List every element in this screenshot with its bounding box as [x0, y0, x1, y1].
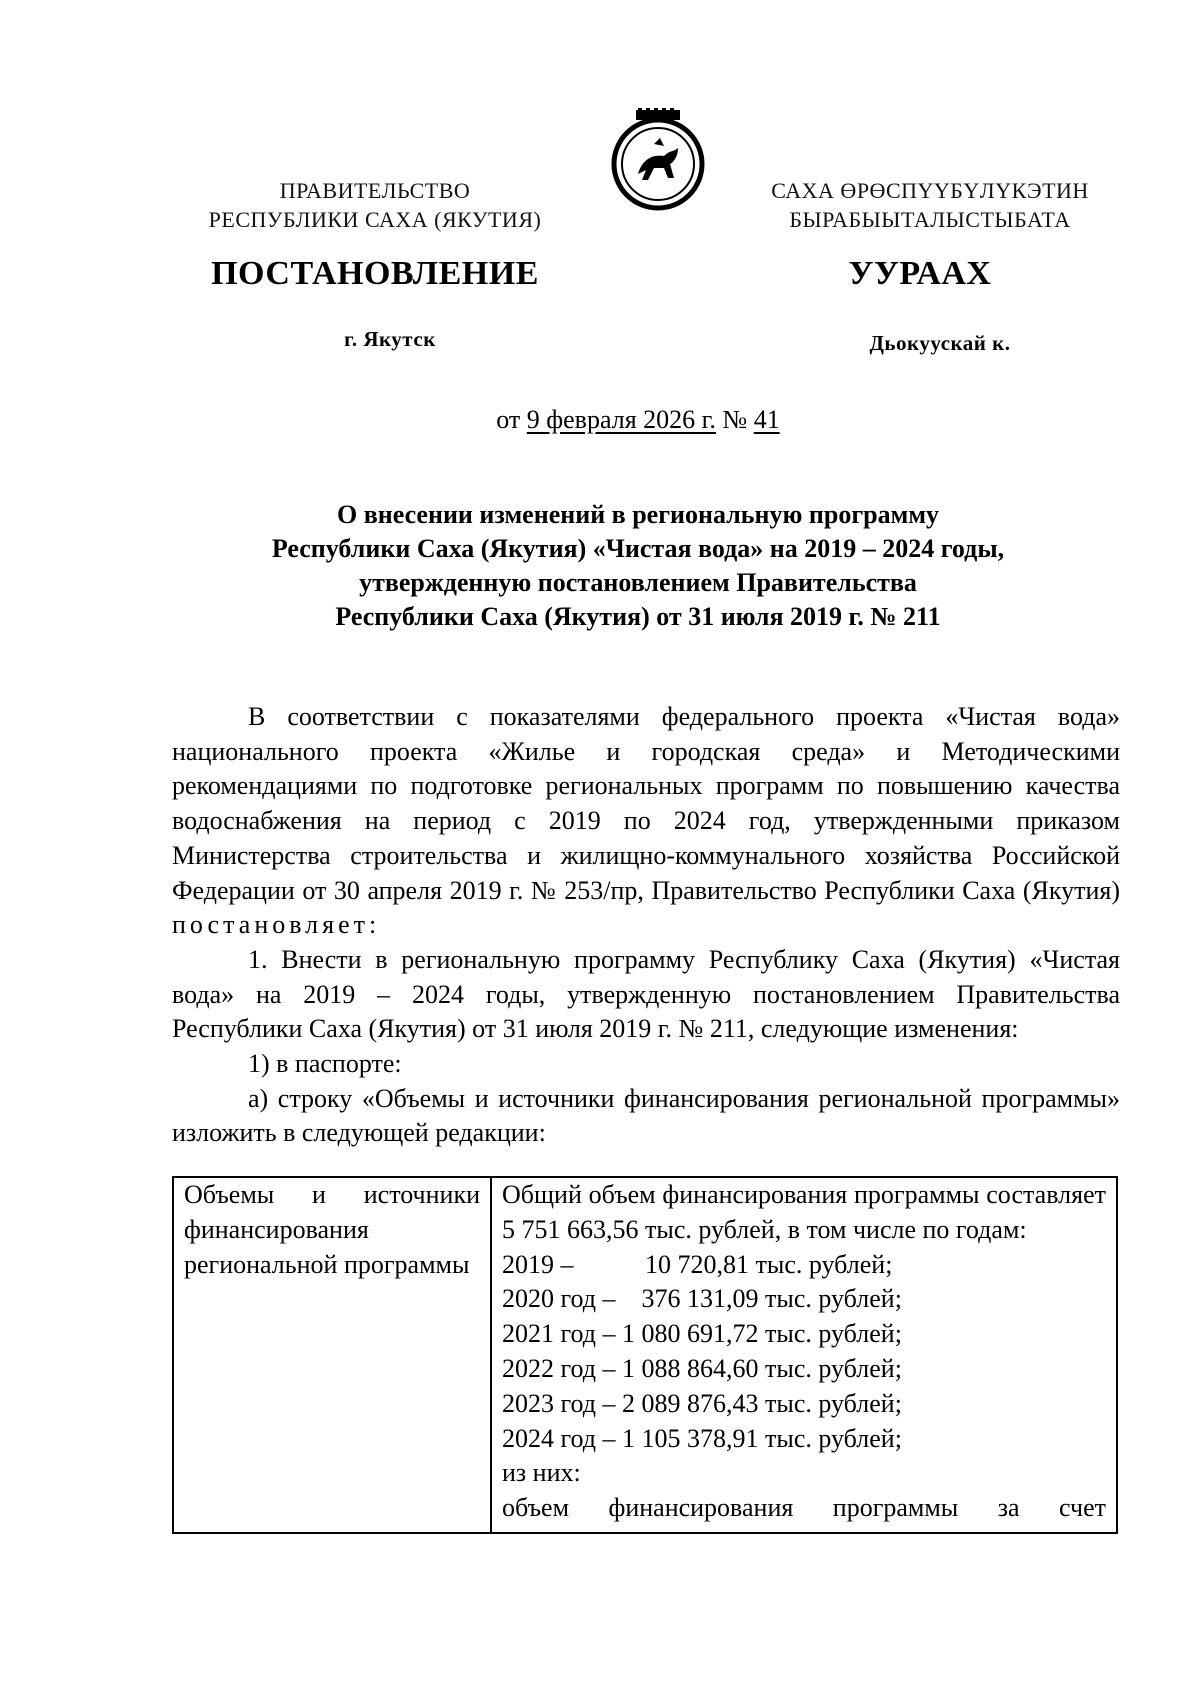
table-cell-value [491, 1177, 1117, 1533]
year-amount: 10 720,81 тыс. рублей; [645, 1249, 893, 1279]
year-label: 2023 год – [502, 1388, 622, 1418]
doc-type-yakut: УУРААХ [848, 255, 992, 292]
item-1: 1. Внести в региональную программу Республику Саха (Якутия) «Чистая вода» на 2019 – 2024 годы, утвержденную постановлением Правительства Республики Саха (Якутия) от 31 июля 2019 г. № 211, следующие изменения: [172, 944, 1120, 1044]
year-label: 2024 год – [502, 1423, 622, 1453]
title-line-4: Республики Саха (Якутия) от 31 июля 2019 г. № 211 [335, 602, 941, 631]
year-amount: 1 105 378,91 тыс. рублей; [622, 1423, 902, 1453]
org-name-russian-line1: ПРАВИТЕЛЬСТВО [279, 178, 471, 203]
document-title [170, 498, 1106, 634]
document-date: 9 февраля 2026 г. [526, 405, 716, 434]
year-line [502, 1282, 1106, 1317]
financing-table [172, 1176, 1118, 1534]
year-line [502, 1387, 1106, 1422]
item-1-1-a: а) строку «Объемы и источники финансирования региональной программы» изложить в следующей редакции: [172, 1083, 1120, 1148]
year-line [502, 1248, 1106, 1283]
decree-word: постановляет: [172, 910, 381, 940]
doc-type-russian: ПОСТАНОВЛЕНИЕ [211, 255, 539, 292]
coat-of-arms-emblem [608, 108, 708, 212]
year-line [502, 1317, 1106, 1352]
year-amount: 2 089 876,43 тыс. рублей; [622, 1388, 902, 1418]
title-line-3: утвержденную постановлением Правительства [359, 568, 917, 597]
item-1-1: 1) в паспорте: [248, 1049, 402, 1079]
financing-continuation: объем финансирования программы за счет [502, 1493, 1106, 1523]
preamble-paragraph [172, 700, 1120, 943]
title-line-1: О внесении изменений в региональную программу [336, 500, 940, 529]
year-label: 2022 год – [502, 1353, 622, 1383]
city-russian: г. Якутск [344, 327, 436, 351]
org-name-russian-line2: РЕСПУБЛИКИ САХА (ЯКУТИЯ) [208, 207, 542, 232]
org-name-yakut-line2: БЫРАБЫЫТАЛЫСТЫБАТА [789, 207, 1071, 232]
of-them-label: из них: [502, 1458, 581, 1488]
org-name-yakut-line1: САХА ӨРӨСПҮҮБҮЛҮКЭТИН [771, 178, 1089, 203]
year-amount: 1 088 864,60 тыс. рублей; [622, 1353, 902, 1383]
year-label: 2019 – [502, 1249, 645, 1279]
date-prefix: от [496, 405, 527, 434]
city-yakut: Дьокуускай к. [869, 331, 1011, 355]
number-sign: № [715, 405, 754, 434]
year-line [502, 1352, 1106, 1387]
org-name-russian [180, 176, 570, 234]
date-and-number [170, 405, 1106, 435]
year-label: 2021 год – [502, 1319, 622, 1349]
preamble-text: В соответствии с показателями федерального проекта «Чистая вода» национального проекта «Жилье и городская среда» и Методическими рекомендациями по подготовке региональных программ по повышению качества водоснабжения на период с 2019 по 2024 год, утвержденными приказом Министерства строительства и жилищно-коммунального хозяйства Российской Федерации от 30 апреля 2019 г. № 253/пр, Правительство Республики Саха (Якутия) [172, 702, 1120, 905]
financing-intro: Общий объем финансирования программы составляет 5 751 663,56 тыс. рублей, в том числе по годам: [502, 1180, 1106, 1244]
year-line [502, 1422, 1106, 1457]
org-name-yakut [740, 176, 1120, 234]
year-amount: 1 080 691,72 тыс. рублей; [622, 1319, 902, 1349]
year-amount: 376 131,09 тыс. рублей; [641, 1284, 902, 1314]
year-label: 2020 год – [502, 1284, 642, 1314]
table-row [173, 1177, 1117, 1533]
table-cell-label: Объемы и источники финансирования региональной программы [173, 1177, 491, 1533]
document-body [172, 700, 1120, 1151]
title-line-2: Республики Саха (Якутия) «Чистая вода» на 2019 – 2024 годы, [271, 534, 1005, 563]
document-number: 41 [753, 405, 780, 434]
